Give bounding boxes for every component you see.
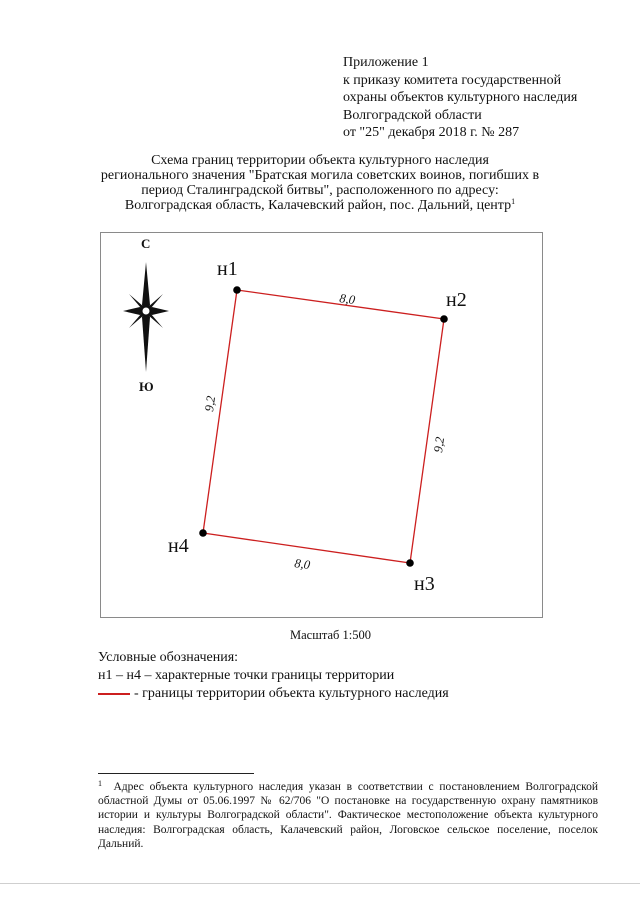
point-label-n2: н2 (446, 289, 467, 311)
point-n4 (199, 529, 207, 537)
compass-south-label: Ю (139, 379, 154, 394)
dimension-bottom: 8,0 (293, 556, 312, 573)
legend-boundary (98, 686, 449, 702)
footnote-separator (98, 773, 254, 774)
legend-boundary-text: - границы территории объекта культурного наследия (134, 686, 449, 701)
scale-label: Масштаб 1:500 (290, 628, 371, 642)
point-n3 (406, 559, 414, 567)
compass-icon (123, 236, 169, 394)
territory-boundary (203, 290, 444, 563)
point-n2 (440, 315, 448, 323)
point-n1 (233, 286, 241, 294)
footnote (98, 780, 598, 851)
title-footnote-mark: 1 (511, 197, 516, 206)
appendix-line-4: Волгоградской области (343, 107, 482, 123)
footnote-text: Адрес объекта культурного наследия указан в соответствии с постановлением Волгоградской областной Думы от 05.06.1997 № 62/706 "О постановке на государственную охрану памятников истории и культуры Волгоградской области". Фактическое местоположение объекта культурного наследия: Волгоградская область, Калачевский район, Логовское сельское поселение, поселок Дальний. (98, 781, 599, 850)
title-line-3: период Сталинградской битвы", расположенного по адресу: (141, 183, 499, 198)
point-label-n4: н4 (168, 535, 189, 557)
legend-title: Условные обозначения: (98, 650, 239, 665)
legend-boundary-swatch (98, 693, 130, 695)
title-line-4-text: Волгоградская область, Калачевский район, пос. Дальний, центр (124, 198, 512, 213)
appendix-line-2: к приказу комитета государственной (343, 72, 562, 88)
title-line-1: Схема границ территории объекта культурного наследия (151, 153, 489, 168)
footnote-mark: 1 (98, 779, 102, 788)
legend-points: н1 – н4 – характерные точки границы территории (98, 668, 395, 683)
appendix-line-3: охраны объектов культурного наследия (343, 90, 578, 105)
point-label-n3: н3 (414, 573, 435, 595)
compass-north-label: С (141, 236, 151, 251)
appendix-line-5: от "25" декабря 2018 г. № 287 (343, 125, 520, 140)
dimension-left: 9,2 (202, 394, 219, 413)
dimension-right: 9,2 (431, 435, 448, 454)
page-bottom-edge (0, 883, 640, 884)
point-label-n1: н1 (217, 258, 238, 280)
appendix-line-1: Приложение 1 (343, 55, 429, 70)
dimension-top: 8,0 (338, 291, 357, 308)
title-line-2: регионального значения "Братская могила советских воинов, погибших в (100, 168, 540, 183)
